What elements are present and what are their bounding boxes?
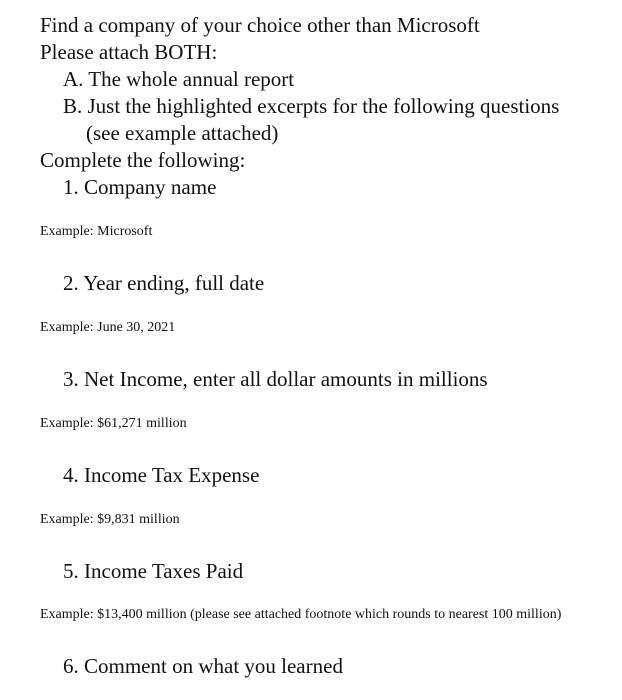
item-b-line-1: B. Just the highlighted excerpts for the following questions [63, 94, 560, 118]
question-4: 4. Income Tax Expense [63, 463, 260, 487]
question-6: 6. Comment on what you learned [63, 654, 343, 678]
example-2: Example: June 30, 2021 [40, 320, 176, 335]
example-3: Example: $61,271 million [40, 416, 187, 431]
item-a: A. The whole annual report [63, 67, 295, 91]
question-2: 2. Year ending, full date [63, 271, 265, 295]
intro-line-1: Find a company of your choice other than Microsoft [40, 13, 480, 37]
intro-line-2: Please attach BOTH: [40, 40, 218, 64]
example-4: Example: $9,831 million [40, 512, 180, 527]
item-b-line-2: (see example attached) [86, 121, 279, 145]
question-3: 3. Net Income, enter all dollar amounts in millions [63, 367, 488, 391]
example-5: Example: $13,400 million (please see attached footnote which rounds to nearest 100 million) [40, 607, 562, 622]
example-1: Example: Microsoft [40, 224, 153, 239]
question-5: 5. Income Taxes Paid [63, 559, 244, 583]
complete-heading: Complete the following: [40, 148, 246, 172]
question-1: 1. Company name [63, 175, 217, 199]
